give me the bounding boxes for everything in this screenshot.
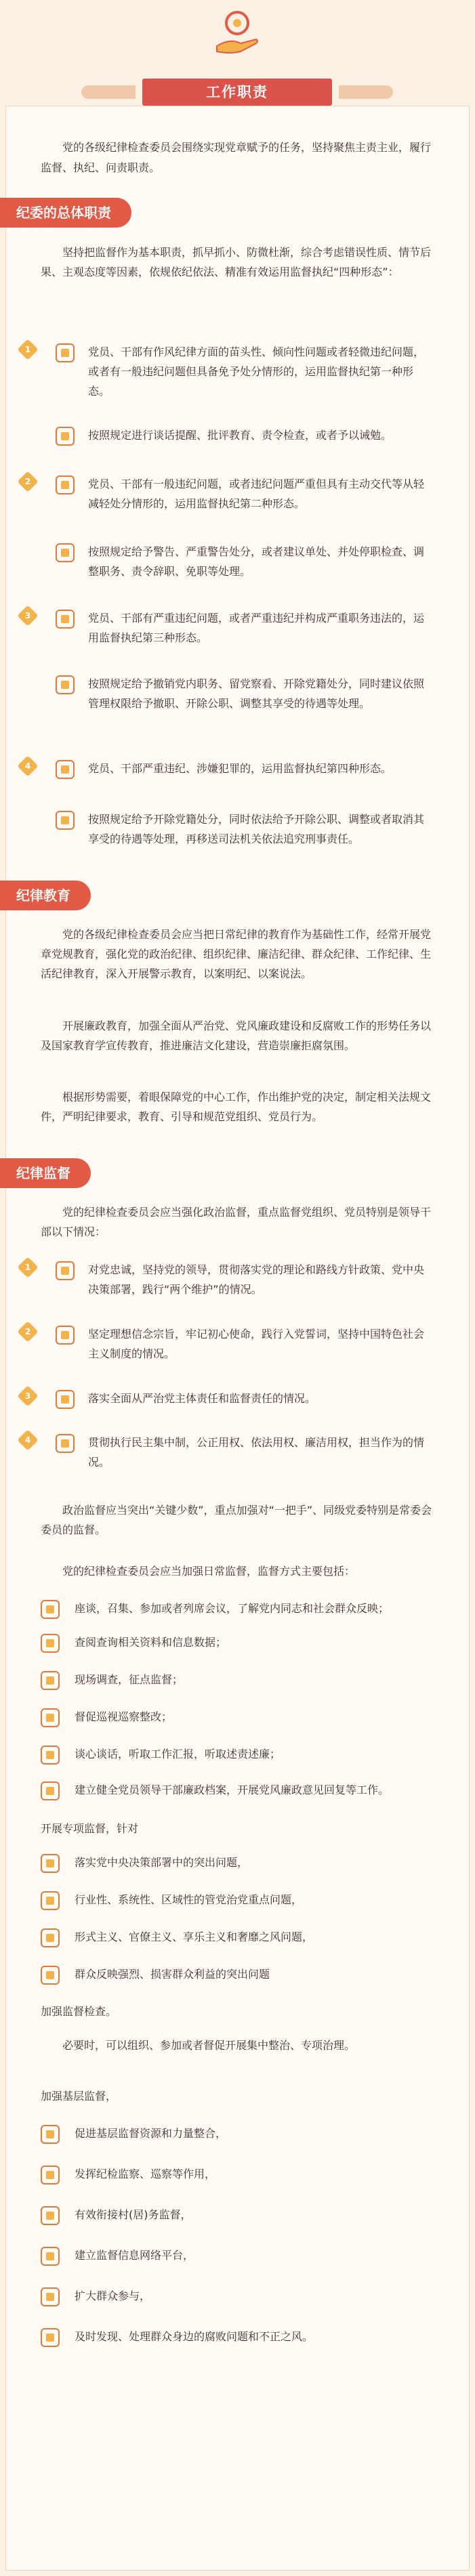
s3-paragraph-4: 必要时，可以组织、参加或者督促开展集中整治、专项治理。 <box>62 2039 356 2052</box>
industry-icon <box>41 1891 60 1910</box>
s3-paragraph-2: 政治监督应当突出“关键少数”，重点加强对“一把手”、同级党委特别是常委会委员的监督。 <box>41 1504 432 1536</box>
s2-paragraph-3: 根据形势需要，着眼保障党的中心工作，作出维护党的决定，制定相关法规文件，严明纪律要求，教育、引导和规范党组织、党员行为。 <box>41 1091 432 1123</box>
clipboard-icon <box>56 427 75 446</box>
network-icon <box>41 2247 60 2266</box>
number-badge: 3 <box>20 1389 35 1403</box>
doc-icon <box>56 476 75 494</box>
archive-icon <box>41 1781 60 1800</box>
s3-paragraph: 党的纪律检查委员会应当强化政治监督，重点监督党组织、党员特别是领导干部以下情况： <box>41 1206 432 1238</box>
warning-icon <box>41 1928 60 1947</box>
number-badge: 4 <box>20 759 35 774</box>
section-header-supervision <box>0 1158 156 1188</box>
number-badge: 4 <box>20 1433 35 1448</box>
special-supervision-label: 开展专项监督，针对 <box>41 1822 139 1835</box>
hand-gear-icon <box>210 4 264 58</box>
section-header-education <box>0 881 156 910</box>
check-icon <box>41 1708 60 1727</box>
crowd-icon <box>41 2287 60 2306</box>
s2-paragraph-1: 党的各级纪律检查委员会应当把日常纪律的教育作为基础性工作，经常开展党章党规教育，强化党的政治纪律、组织纪律、廉洁纪律、群众纪律、工作纪律、生活纪律教育，深入开展警示教育，以案明纪、以案说法。 <box>41 928 432 980</box>
s3-paragraph-3: 党的纪律检查委员会应当加强日常监督，监督方式主要包括： <box>62 1565 356 1578</box>
intro-text: 党的各级纪律检查委员会围绕实现党章赋予的任务，坚持聚焦主责主业，履行监督、执纪、问责职责。 <box>41 141 432 174</box>
number-badge: 3 <box>20 608 35 623</box>
number-badge: 2 <box>20 1324 35 1339</box>
meeting-icon <box>41 1600 60 1619</box>
section-title: 纪律监督 <box>0 1158 91 1188</box>
team-icon <box>41 2166 60 2184</box>
alert-icon <box>41 2328 60 2347</box>
doc-icon <box>56 760 75 779</box>
link-icon <box>41 2125 60 2144</box>
header <box>0 0 475 102</box>
basic-supervision-label: 加强基层监督， <box>41 2090 117 2103</box>
section-header-general <box>0 198 156 228</box>
shield-icon <box>56 1390 75 1409</box>
page-title: 工作职责 <box>142 79 332 106</box>
house-icon <box>41 2206 60 2225</box>
flag-icon <box>56 1261 75 1280</box>
scale-icon <box>56 1434 75 1453</box>
check-label: 加强监督检查。 <box>41 2005 117 2018</box>
number-badge: 1 <box>20 342 35 357</box>
section-title: 纪委的总体职责 <box>0 198 131 228</box>
inspect-icon <box>41 1671 60 1690</box>
s2-paragraph-2: 开展廉政教育，加强全面从严治党、党风廉政建设和反腐败工作的形势任务以及国家教育学宣传教育，推进廉洁文化建设，营造崇廉拒腐氛围。 <box>41 1019 432 1052</box>
search-icon <box>41 1634 60 1653</box>
number-badge: 1 <box>20 1260 35 1275</box>
section-title: 纪律教育 <box>0 881 91 910</box>
page: 工作职责 党的各级纪律检查委员会围绕实现党章赋予的任务，坚持聚焦主责主业，履行监督、执纪、问责职责。 纪委的总体职责 坚持把监督作为基本职责，抓早抓小、防微杜渐，综合考虑错误性质、情节后果、主观态度等因素，依规依纪依法、精准有效运用监督执纪“四种形态”： 1 党员、干部有作风纪律方面的苗头性、倾向性问题或者轻微违纪问题，或者有一般违纪问题但具备免予处分情形的，运用监督执纪第一种形态。 按照规定进行谈话提醒、批评教育、责令检查，或者予以诫勉。 2 党员、干部有一般违纪问题，或者违纪问题严重但具有主动交代等从轻减轻处分情形的，运用监督执纪第二种形态。 按照规定给予警告、严重警告处分，或者建议单处、并处停职检查、调整职务、责令辞职、免职等处理。 3 党员、干部有严重违纪问题，或者严重违纪并构成严重职务违法的，运用监督执纪第三种形态。 按照规定给予撤销党内职务、留党察看、开除党籍处分，同时建议依照管理权限给予撤职、开除公职、调整其享受的待遇等处理。 4 党员、干部严重违纪、涉嫌犯罪的，运用监督执纪第四种形态。 按照规定给予开除党籍处分，同时依法给予开除公职、调整或者取消其享受的待遇等处理，再移送司法机关依法追究刑事责任。 纪律教育 党的各级纪律检查委员会应当把日常纪律的教育作为基础性工作，经常开展党章党规教育，强化党的政治纪律、组织纪律、廉洁纪律、群众纪律、工作纪律、生活纪律教育，深入开展警示教育，以案明纪、以案说法。 开展廉政教育，加强全面从严治党、党风廉政建设和反腐败工作的形势任务以及国家教育学宣传教育，推进廉洁文化建设，营造崇廉拒腐氛围。 根据形势需要，着眼保障党的中心工作，作出维护党的决定，制定相关法规文件，严明纪律要求，教育、引导和规范党组织、党员行为。 纪律监督 党的纪律检查委员会应当强化政治监督，重点监督党组织、党员特别是领导干部以下情况： 1 对党忠诚，坚持党的领导，贯彻落实党的理论和路线方针政策、党中央决策部署，践行“两个维护”的情况。 2 坚定理想信念宗旨，牢记初心使命，践行入党誓词，坚持中国特色社会主义制度的情况。 3 落实全面从严治党主体责任和监督责任的情况。 4 贯彻执行民主集中制，公正用权、依法用权、廉洁用权，担当作为的情况。 政治监督应当突出“关键少数”，重点加强对“一把手”、同级党委特别是常委会委员的监督。 党的纪律检查委员会应当加强日常监督，监督方式主要包括： 座谈，召集、参加或者列席会议，了解党内同志和社会群众反映； 查阅查询相关资料和信息数据； 现场调查，征点监督； 督促巡视巡察整改； 谈心谈话，听取工作汇报，听取述责述廉； 建立健全党员领导干部廉政档案，开展党风廉政意见回复等工作。 开展专项监督，针对 落实党中央决策部署中的突出问题， 行业性、系统性、区域性的管党治党重点问题， 形式主义、官僚主义、享乐主义和奢靡之风问题， 群众反映强烈、损害群众利益的突出问题 加强监督检查。 必要时，可以组织、参加或者督促开展集中整治、专项治理。 加强基层监督， 促进基层监督资源和力量整合， 发挥纪检监察、巡察等作用， 有效衔接村(居)务监督， 建立监督信息网络平台， 扩大群众参与， 及时发现、处理群众身边的腐败问题和不正之风。 <box>0 0 475 2576</box>
star-icon <box>56 1326 75 1345</box>
clipboard-icon <box>56 543 75 562</box>
doc-icon <box>56 610 75 629</box>
title-banner <box>81 79 393 106</box>
chat-icon <box>41 1746 60 1765</box>
clipboard-icon <box>56 811 75 830</box>
doc-icon <box>56 343 75 362</box>
people-icon <box>41 1966 60 1985</box>
target-icon <box>41 1854 60 1873</box>
number-badge: 2 <box>20 474 35 489</box>
clipboard-icon <box>56 675 75 694</box>
s1-paragraph: 坚持把监督作为基本职责，抓早抓小、防微杜渐，综合考虑错误性质、情节后果、主观态度等因素，依规依纪依法、精准有效运用监督执纪“四种形态”： <box>41 246 432 278</box>
